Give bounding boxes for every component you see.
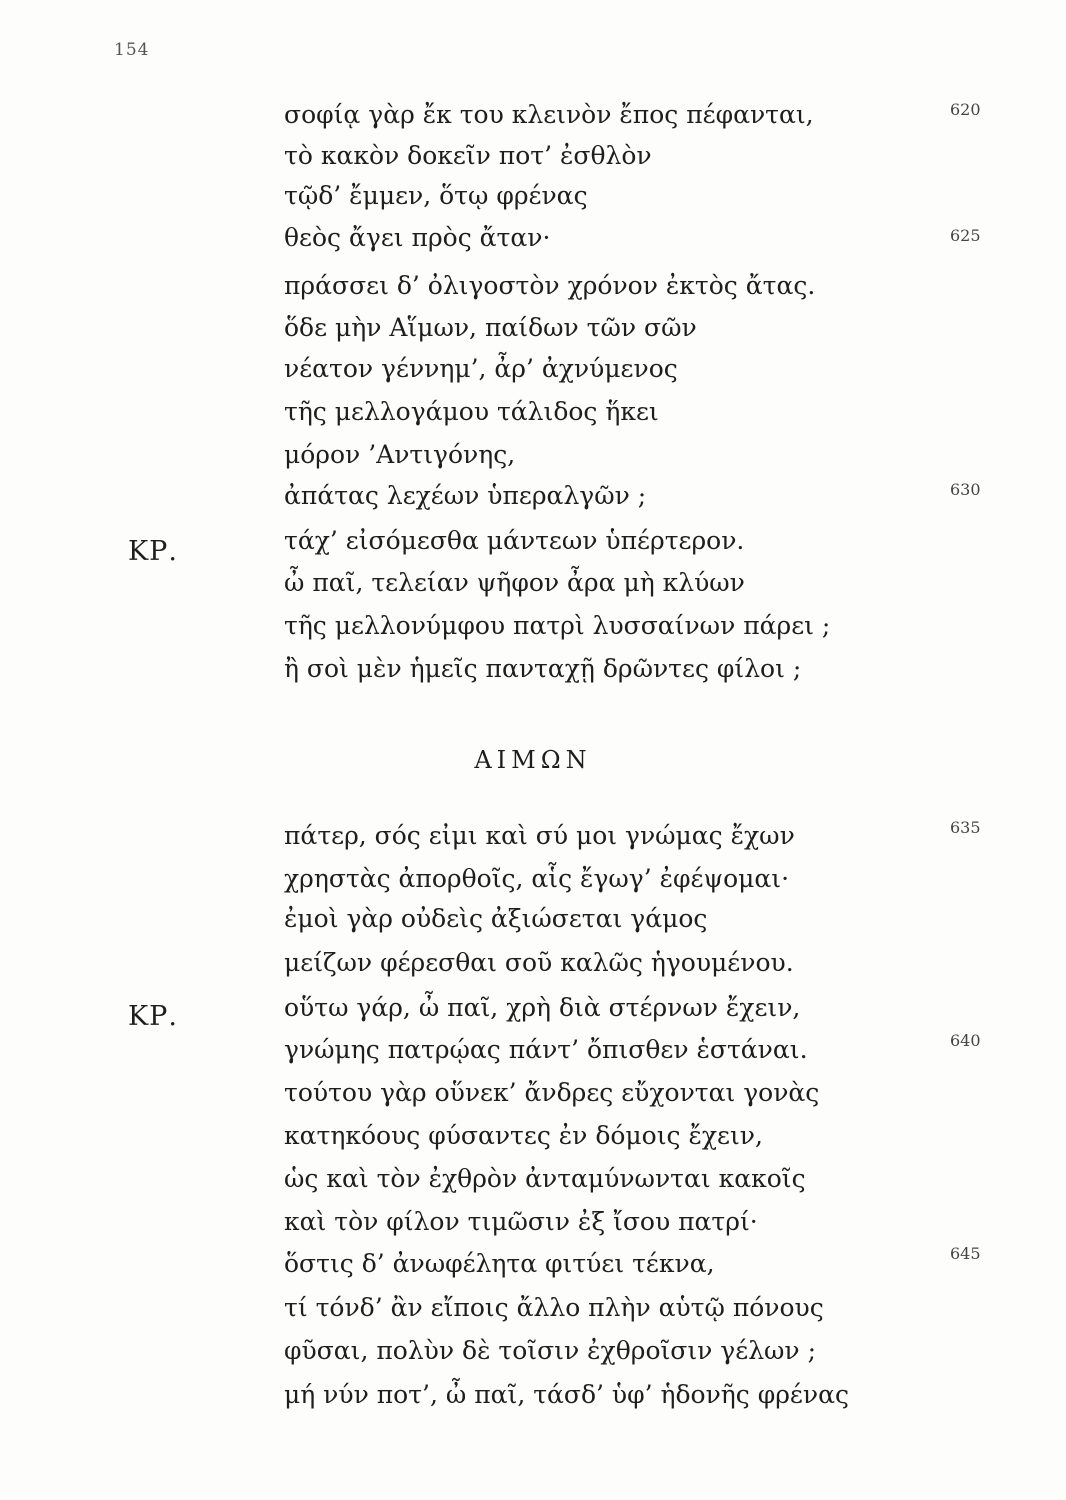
speaker-label: ΚΡ. [128, 1001, 178, 1032]
line-number: 625 [950, 226, 981, 245]
verse-line: κατηκόους φύσαντες ἐν δόμοις ἔχειν, [284, 1121, 763, 1150]
verse-line: σοφίᾳ γὰρ ἔκ του κλεινὸν ἔπος πέφανται, [284, 100, 814, 129]
verse-line: ἐμοὶ γὰρ οὐδεὶς ἀξιώσεται γάμος [284, 904, 708, 933]
verse-line: πράσσει δ’ ὀλιγοστὸν χρόνον ἐκτὸς ἄτας. [284, 271, 816, 300]
verse-line: τῆς μελλογάμου τάλιδος ἥκει [284, 397, 659, 426]
speaker-heading: ΑΙΜΩΝ [474, 746, 592, 774]
page-number: 154 [114, 40, 150, 60]
verse-line: ὦ παῖ, τελείαν ψῆφον ἆρα μὴ κλύων [284, 568, 745, 597]
verse-line: ὡς καὶ τὸν ἐχθρὸν ἀνταμύνωνται κακοῖς [284, 1164, 806, 1193]
verse-line: ἢ σοὶ μὲν ἡμεῖς πανταχῇ δρῶντες φίλοι ; [284, 654, 802, 683]
line-number: 630 [950, 480, 981, 499]
verse-line: ἀπάτας λεχέων ὑπεραλγῶν ; [284, 481, 647, 510]
line-number: 635 [950, 818, 981, 837]
verse-line: πάτερ, σός εἰμι καὶ σύ μοι γνώμας ἔχων [284, 821, 795, 850]
verse-line: τούτου γὰρ οὕνεκ’ ἄνδρες εὔχονται γονὰς [284, 1078, 820, 1107]
verse-line: μόρον ’Αντιγόνης, [284, 440, 516, 469]
verse-line: οὕτω γάρ, ὦ παῖ, χρὴ διὰ στέρνων ἔχειν, [284, 993, 801, 1022]
verse-line: ὅδε μὴν Αἵμων, παίδων τῶν σῶν [284, 313, 697, 342]
verse-line: μείζων φέρεσθαι σοῦ καλῶς ἡγουμένου. [284, 948, 794, 977]
verse-line: φῦσαι, πολὺν δὲ τοῖσιν ἐχθροῖσιν γέλων ; [284, 1336, 816, 1365]
verse-line: τῷδ’ ἔμμεν, ὅτῳ φρένας [284, 181, 588, 210]
line-number: 645 [950, 1244, 981, 1263]
line-number: 640 [950, 1031, 981, 1050]
verse-line: χρηστὰς ἀπορθοῖς, αἷς ἔγωγ’ ἐφέψομαι· [284, 864, 790, 893]
verse-line: τῆς μελλονύμφου πατρὶ λυσσαίνων πάρει ; [284, 611, 831, 640]
verse-line: καὶ τὸν φίλον τιμῶσιν ἐξ ἴσου πατρί· [284, 1207, 758, 1236]
verse-line: τάχ’ εἰσόμεσθα μάντεων ὑπέρτερον. [284, 526, 745, 555]
line-number: 620 [950, 100, 981, 119]
verse-line: τὸ κακὸν δοκεῖν ποτ’ ἐσθλὸν [284, 141, 652, 170]
speaker-label: ΚΡ. [128, 536, 178, 567]
verse-line: τί τόνδ’ ἂν εἴποις ἄλλο πλὴν αὑτῷ πόνους [284, 1293, 824, 1322]
verse-line: ὅστις δ’ ἀνωφέλητα φιτύει τέκνα, [284, 1249, 715, 1278]
verse-line: θεὸς ἄγει πρὸς ἄταν· [284, 223, 551, 252]
verse-line: γνώμης πατρῴας πάντ’ ὄπισθεν ἑστάναι. [284, 1035, 808, 1064]
verse-line: νέατον γέννημ’, ἆρ’ ἀχνύμενος [284, 354, 678, 383]
verse-line: μή νύν ποτ’, ὦ παῖ, τάσδ’ ὑφ’ ἡδονῆς φρένας [284, 1380, 849, 1409]
